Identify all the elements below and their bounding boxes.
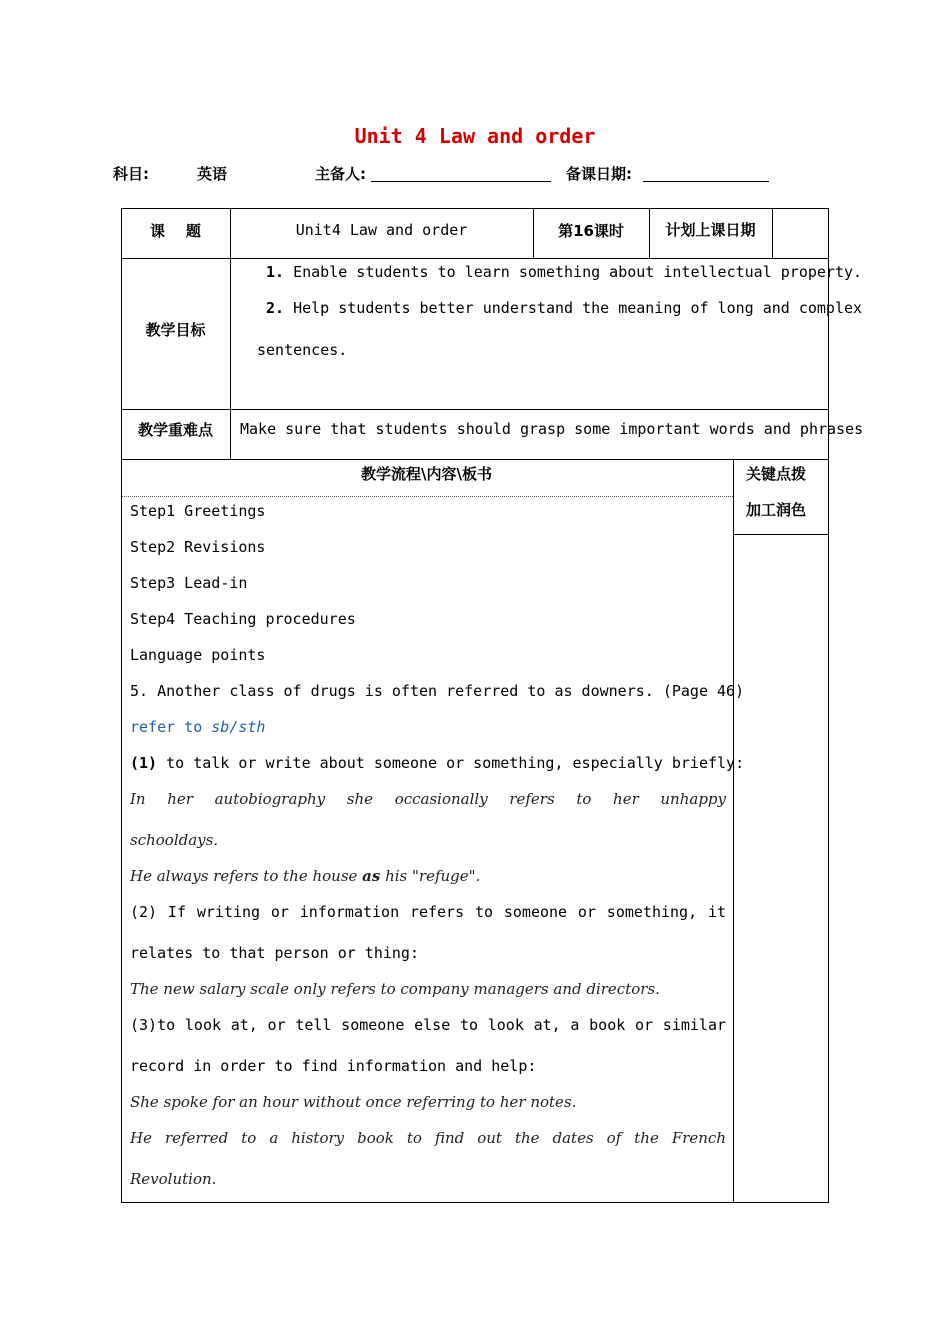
example-3: The new salary scale only refers to company managers and directors. xyxy=(130,980,660,998)
example-1-continued: schooldays. xyxy=(130,831,219,849)
definition-2: (2) If writing or information refers to someone or something, it xyxy=(130,903,726,921)
side-label-polish: 加工润色 xyxy=(746,501,807,519)
preparer-label: 主备人: xyxy=(315,165,366,183)
objective-2 xyxy=(266,299,862,317)
date-underline xyxy=(643,181,769,182)
lesson-number: 第16课时 xyxy=(558,222,624,240)
phrase-object: sb/sth xyxy=(211,718,266,736)
definition-1-number: (1) xyxy=(130,754,158,772)
preparer-underline xyxy=(371,181,551,182)
phrase-refer-to xyxy=(130,718,265,736)
objective-2-text: Help students better understand the meaning of long and complex xyxy=(293,299,863,317)
planned-date-label: 计划上课日期 xyxy=(665,221,756,239)
language-points: Language points xyxy=(130,646,266,664)
phrase-verb: refer to xyxy=(130,718,212,736)
step-3: Step3 Lead-in xyxy=(130,574,248,592)
step-2: Step2 Revisions xyxy=(130,538,266,556)
step-1: Step1 Greetings xyxy=(130,502,266,520)
definition-3-continued: record in order to find information and help: xyxy=(130,1057,537,1075)
date-label: 备课日期: xyxy=(566,165,632,183)
example-2-part-b: as xyxy=(362,867,381,885)
page-title: Unit 4 Law and order xyxy=(354,124,596,148)
objective-1-text: Enable students to learn something about intellectual property. xyxy=(293,263,863,281)
objectives-label: 教学目标 xyxy=(145,321,206,339)
topic-label: 课 题 xyxy=(150,222,201,240)
definition-1-text: to talk or write about someone or something, especially briefly: xyxy=(166,754,745,772)
topic-value: Unit4 Law and order xyxy=(295,221,468,239)
lesson-plan-table xyxy=(121,208,829,1203)
example-2-part-a: He always refers to the house xyxy=(130,867,363,885)
example-5: He referred to a history book to find out the dates of the French xyxy=(130,1129,726,1147)
example-1: In her autobiography she occasionally refers to her unhappy xyxy=(130,790,726,808)
step-4: Step4 Teaching procedures xyxy=(130,610,356,628)
objective-2-number: 2. xyxy=(266,299,285,317)
point-5: 5. Another class of drugs is often referred to as downers. (Page 46) xyxy=(130,682,745,700)
example-2-part-c: his "refuge". xyxy=(380,867,481,885)
example-5-continued: Revolution. xyxy=(130,1170,217,1188)
definition-3: (3)to look at, or tell someone else to look at, a book or similar xyxy=(130,1016,726,1034)
objective-1 xyxy=(266,263,862,281)
subject-value: 英语 xyxy=(197,165,228,183)
key-points-label: 教学重难点 xyxy=(137,421,213,439)
example-2 xyxy=(130,867,480,885)
key-points-text: Make sure that students should grasp some important words and phrases xyxy=(240,420,864,438)
definition-2-continued: relates to that person or thing: xyxy=(130,944,419,962)
objective-2-continued: sentences. xyxy=(257,341,348,359)
lesson-meta xyxy=(113,163,769,185)
side-label-key-hints: 关键点拨 xyxy=(746,465,807,483)
process-header: 教学流程\内容\板书 xyxy=(361,465,492,483)
subject-label: 科目: xyxy=(113,165,149,183)
example-4: She spoke for an hour without once referring to her notes. xyxy=(130,1093,577,1111)
definition-1 xyxy=(130,754,744,772)
objective-1-number: 1. xyxy=(266,263,285,281)
